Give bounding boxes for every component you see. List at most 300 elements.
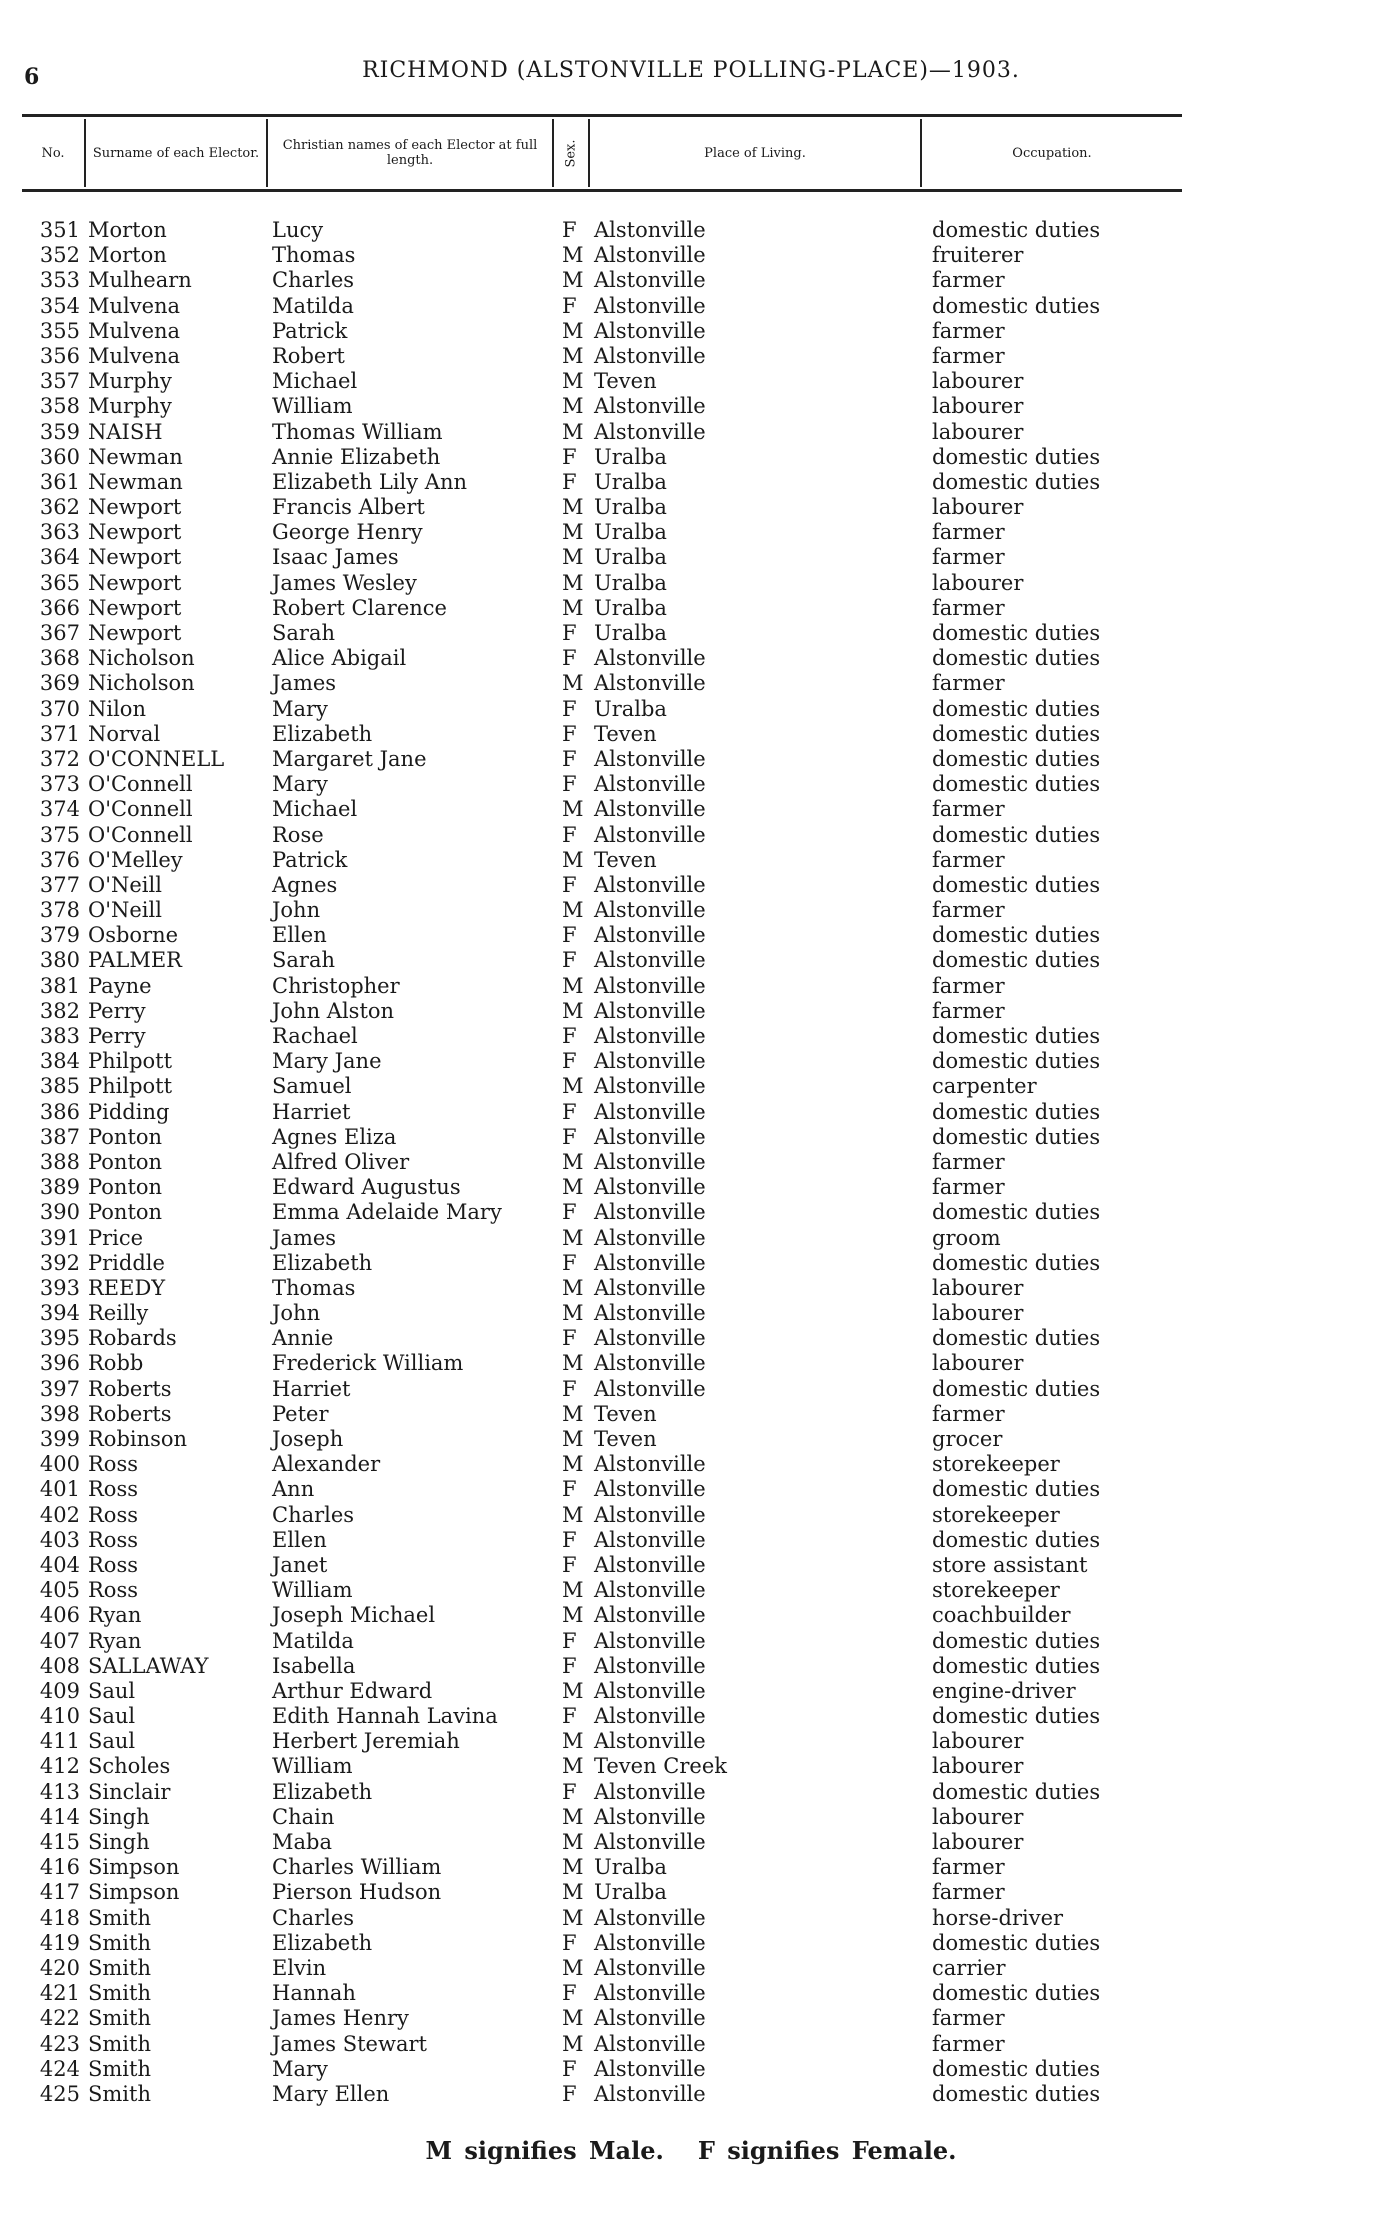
elector-sex: M <box>562 1149 584 1174</box>
table-row <box>22 2006 1182 2031</box>
table-row <box>22 1754 1182 1779</box>
elector-place: Teven <box>594 1427 657 1451</box>
table-row <box>22 823 1182 848</box>
elector-place: Alstonville <box>594 268 706 293</box>
elector-christian-names: Alfred Oliver <box>272 1149 410 1174</box>
table-row <box>22 1326 1182 1351</box>
column-header-christian-names: Christian names of each Elector at full length. <box>282 138 538 168</box>
elector-surname: Pidding <box>88 1099 170 1124</box>
elector-christian-names: Samuel <box>272 1074 352 1099</box>
elector-sex: M <box>562 495 584 520</box>
elector-place: Alstonville <box>594 1301 706 1326</box>
elector-number: 386 <box>39 1099 80 1124</box>
elector-number: 394 <box>39 1301 80 1326</box>
elector-place: Uralba <box>594 621 667 645</box>
table-row <box>22 1150 1182 1175</box>
table-row <box>22 898 1182 923</box>
elector-place: Alstonville <box>594 998 706 1023</box>
elector-occupation: domestic duties <box>932 1099 1101 1124</box>
elector-surname: Newman <box>88 469 183 494</box>
elector-sex: M <box>562 898 584 923</box>
table-row <box>22 2057 1182 2082</box>
elector-sex: M <box>562 1351 584 1376</box>
elector-sex: M <box>562 1452 584 1477</box>
elector-christian-names: Patrick <box>272 318 348 343</box>
table-row <box>22 1049 1182 1074</box>
elector-surname: NAISH <box>88 419 163 444</box>
elector-christian-names: Thomas <box>272 243 356 268</box>
elector-occupation: domestic duties <box>932 1124 1101 1149</box>
elector-surname: Reilly <box>88 1301 149 1326</box>
electors-list <box>22 218 1182 2107</box>
elector-occupation: horse-driver <box>932 1905 1064 1930</box>
footnote-female: F signifies Female. <box>697 2136 957 2165</box>
elector-occupation: coachbuilder <box>932 1603 1071 1628</box>
table-row <box>22 243 1182 268</box>
elector-occupation: labourer <box>932 1804 1024 1829</box>
elector-surname: Smith <box>88 1981 151 2006</box>
elector-number: 381 <box>39 973 80 998</box>
elector-sex: F <box>562 822 577 847</box>
elector-place: Teven <box>594 847 657 872</box>
elector-number: 388 <box>39 1149 80 1174</box>
table-row <box>22 1276 1182 1301</box>
elector-number: 369 <box>39 671 80 696</box>
table-row <box>22 974 1182 999</box>
elector-sex: M <box>562 243 584 268</box>
table-row <box>22 747 1182 772</box>
elector-place: Uralba <box>594 469 667 494</box>
elector-christian-names: George Henry <box>272 520 423 545</box>
elector-number: 375 <box>39 822 80 847</box>
table-row <box>22 772 1182 797</box>
elector-surname: Ross <box>88 1578 139 1603</box>
table-row <box>22 1981 1182 2006</box>
table-row <box>22 571 1182 596</box>
elector-sex: F <box>562 1024 577 1048</box>
elector-occupation: domestic duties <box>932 1653 1101 1678</box>
elector-occupation: store assistant <box>932 1552 1088 1577</box>
elector-sex: M <box>562 520 584 545</box>
elector-surname: Smith <box>88 2006 151 2031</box>
elector-christian-names: John Alston <box>272 998 395 1023</box>
elector-number: 392 <box>39 1250 80 1275</box>
elector-christian-names: James <box>272 671 337 696</box>
elector-surname: Ponton <box>88 1175 163 1200</box>
elector-christian-names: Sarah <box>272 621 335 645</box>
table-row <box>22 1377 1182 1402</box>
elector-christian-names: Alexander <box>272 1452 381 1477</box>
elector-christian-names: Patrick <box>272 847 348 872</box>
elector-christian-names: Thomas William <box>272 419 443 444</box>
elector-christian-names: Rachael <box>272 1024 358 1048</box>
elector-christian-names: Sarah <box>272 948 335 973</box>
elector-sex: M <box>562 1603 584 1628</box>
elector-place: Alstonville <box>594 646 706 671</box>
elector-number: 363 <box>39 520 80 545</box>
table-row <box>22 1503 1182 1528</box>
table-row <box>22 218 1182 243</box>
elector-place: Alstonville <box>594 772 706 797</box>
table-row <box>22 520 1182 545</box>
elector-place: Alstonville <box>594 2006 706 2031</box>
elector-sex: M <box>562 1578 584 1603</box>
elector-surname: Ross <box>88 1502 139 1527</box>
elector-christian-names: Harriet <box>272 1099 351 1124</box>
elector-christian-names: Ann <box>272 1477 315 1502</box>
elector-occupation: labourer <box>932 495 1024 520</box>
elector-number: 395 <box>39 1326 80 1351</box>
elector-sex: M <box>562 847 584 872</box>
elector-number: 421 <box>39 1981 80 2006</box>
elector-surname: Roberts <box>88 1401 172 1426</box>
elector-sex: F <box>562 1653 577 1678</box>
elector-christian-names: Charles <box>272 268 355 293</box>
elector-sex: M <box>562 671 584 696</box>
elector-place: Alstonville <box>594 923 706 948</box>
table-row <box>22 873 1182 898</box>
elector-number: 418 <box>39 1905 80 1930</box>
elector-number: 352 <box>39 243 80 268</box>
elector-christian-names: Arthur Edward <box>272 1678 433 1703</box>
elector-occupation: labourer <box>932 570 1024 595</box>
elector-sex: F <box>562 1376 577 1401</box>
elector-place: Teven <box>594 721 657 746</box>
elector-surname: Philpott <box>88 1049 173 1074</box>
elector-occupation: domestic duties <box>932 218 1101 242</box>
table-row <box>22 596 1182 621</box>
table-row <box>22 294 1182 319</box>
elector-christian-names: Mary Jane <box>272 1049 382 1074</box>
elector-place: Alstonville <box>594 1905 706 1930</box>
elector-occupation: labourer <box>932 419 1024 444</box>
elector-surname: Roberts <box>88 1376 172 1401</box>
elector-surname: SALLAWAY <box>88 1653 209 1678</box>
elector-christian-names: Elizabeth <box>272 721 373 746</box>
elector-number: 404 <box>39 1552 80 1577</box>
elector-number: 368 <box>39 646 80 671</box>
table-row <box>22 948 1182 973</box>
elector-christian-names: Lucy <box>272 218 324 242</box>
elector-occupation: domestic duties <box>932 1981 1101 2006</box>
elector-occupation: domestic duties <box>932 621 1101 645</box>
elector-number: 376 <box>39 847 80 872</box>
elector-occupation: domestic duties <box>932 1326 1101 1351</box>
table-row <box>22 394 1182 419</box>
table-row <box>22 369 1182 394</box>
table-row <box>22 1805 1182 1830</box>
elector-occupation: storekeeper <box>932 1578 1060 1603</box>
elector-occupation: storekeeper <box>932 1452 1060 1477</box>
elector-place: Alstonville <box>594 1830 706 1854</box>
elector-place: Alstonville <box>594 1955 706 1980</box>
elector-number: 377 <box>39 872 80 897</box>
elector-number: 367 <box>39 621 80 645</box>
elector-occupation: farmer <box>932 898 1005 923</box>
elector-number: 359 <box>39 419 80 444</box>
elector-number: 382 <box>39 998 80 1023</box>
elector-christian-names: Joseph <box>272 1427 344 1451</box>
elector-place: Alstonville <box>594 1930 706 1955</box>
elector-surname: Sinclair <box>88 1779 171 1804</box>
table-row <box>22 671 1182 696</box>
elector-sex: F <box>562 1527 577 1552</box>
elector-christian-names: Mary Ellen <box>272 2081 390 2106</box>
elector-sex: M <box>562 595 584 620</box>
elector-sex: F <box>562 721 577 746</box>
elector-number: 351 <box>39 218 80 242</box>
elector-sex: F <box>562 1628 577 1653</box>
elector-surname: Ponton <box>88 1200 163 1225</box>
elector-christian-names: Emma Adelaide Mary <box>272 1200 502 1225</box>
elector-sex: F <box>562 1326 577 1351</box>
elector-sex: F <box>562 1981 577 2006</box>
elector-occupation: domestic duties <box>932 1024 1101 1048</box>
table-row <box>22 1956 1182 1981</box>
table-row <box>22 1931 1182 1956</box>
elector-surname: Perry <box>88 998 146 1023</box>
elector-sex: M <box>562 1175 584 1200</box>
elector-place: Teven <box>594 1401 657 1426</box>
elector-occupation: domestic duties <box>932 721 1101 746</box>
elector-christian-names: Mary <box>272 772 328 797</box>
elector-christian-names: Chain <box>272 1804 335 1829</box>
table-row <box>22 1830 1182 1855</box>
elector-surname: Mulvena <box>88 318 181 343</box>
table-row <box>22 1452 1182 1477</box>
table-row <box>22 621 1182 646</box>
elector-occupation: domestic duties <box>932 1628 1101 1653</box>
elector-place: Alstonville <box>594 1376 706 1401</box>
elector-surname: Simpson <box>88 1880 180 1905</box>
elector-christian-names: James Henry <box>272 2006 409 2031</box>
elector-christian-names: Elizabeth <box>272 1930 373 1955</box>
elector-sex: M <box>562 2031 584 2056</box>
elector-sex: F <box>562 621 577 645</box>
elector-number: 405 <box>39 1578 80 1603</box>
table-row <box>22 545 1182 570</box>
elector-occupation: farmer <box>932 998 1005 1023</box>
elector-surname: Newport <box>88 595 182 620</box>
elector-sex: F <box>562 1250 577 1275</box>
elector-surname: Philpott <box>88 1074 173 1099</box>
elector-christian-names: Edith Hannah Lavina <box>272 1704 498 1729</box>
elector-occupation: carrier <box>932 1955 1006 1980</box>
table-row <box>22 1704 1182 1729</box>
elector-christian-names: Charles <box>272 1502 355 1527</box>
elector-sex: M <box>562 1855 584 1880</box>
table-row <box>22 1024 1182 1049</box>
elector-surname: Smith <box>88 2081 151 2106</box>
elector-sex: M <box>562 797 584 822</box>
table-row <box>22 445 1182 470</box>
elector-number: 399 <box>39 1427 80 1451</box>
elector-surname: Saul <box>88 1729 136 1754</box>
elector-surname: Perry <box>88 1024 146 1048</box>
table-row <box>22 1729 1182 1754</box>
elector-place: Alstonville <box>594 2031 706 2056</box>
elector-place: Alstonville <box>594 1225 706 1250</box>
elector-sex: M <box>562 419 584 444</box>
elector-christian-names: Hannah <box>272 1981 356 2006</box>
elector-number: 412 <box>39 1754 80 1779</box>
footnote <box>0 2136 1382 2165</box>
elector-number: 389 <box>39 1175 80 1200</box>
table-row <box>22 495 1182 520</box>
elector-occupation: domestic duties <box>932 948 1101 973</box>
elector-number: 397 <box>39 1376 80 1401</box>
elector-occupation: labourer <box>932 1301 1024 1326</box>
page-title: RICHMOND (ALSTONVILLE POLLING-PLACE)—1903. <box>362 58 1020 83</box>
elector-christian-names: Peter <box>272 1401 329 1426</box>
table-row <box>22 1125 1182 1150</box>
elector-surname: Saul <box>88 1704 136 1729</box>
elector-occupation: farmer <box>932 343 1005 368</box>
elector-place: Alstonville <box>594 1326 706 1351</box>
elector-occupation: carpenter <box>932 1074 1037 1099</box>
column-header-no: No. <box>41 145 65 161</box>
elector-surname: Ryan <box>88 1628 142 1653</box>
elector-number: 387 <box>39 1124 80 1149</box>
elector-christian-names: Herbert Jeremiah <box>272 1729 460 1754</box>
elector-number: 358 <box>39 394 80 419</box>
elector-occupation: farmer <box>932 973 1005 998</box>
elector-surname: Ross <box>88 1552 139 1577</box>
elector-sex: M <box>562 1074 584 1099</box>
elector-number: 424 <box>39 2056 80 2081</box>
elector-surname: Robards <box>88 1326 177 1351</box>
elector-place: Alstonville <box>594 973 706 998</box>
elector-place: Alstonville <box>594 1250 706 1275</box>
elector-sex: F <box>562 2081 577 2106</box>
elector-occupation: domestic duties <box>932 646 1101 671</box>
elector-christian-names: Elizabeth <box>272 1779 373 1804</box>
elector-sex: M <box>562 1804 584 1829</box>
table-row <box>22 1175 1182 1200</box>
elector-christian-names: Agnes <box>272 872 338 897</box>
elector-sex: M <box>562 268 584 293</box>
elector-surname: Murphy <box>88 394 172 419</box>
elector-surname: Murphy <box>88 369 172 394</box>
elector-occupation: farmer <box>932 318 1005 343</box>
elector-place: Alstonville <box>594 1099 706 1124</box>
table-row <box>22 1100 1182 1125</box>
elector-number: 380 <box>39 948 80 973</box>
elector-occupation: farmer <box>932 595 1005 620</box>
elector-surname: Smith <box>88 1930 151 1955</box>
elector-surname: Norval <box>88 721 161 746</box>
elector-place: Alstonville <box>594 898 706 923</box>
elector-place: Alstonville <box>594 1477 706 1502</box>
elector-surname: Singh <box>88 1804 150 1829</box>
elector-surname: Ross <box>88 1527 139 1552</box>
elector-place: Alstonville <box>594 1653 706 1678</box>
elector-sex: M <box>562 1830 584 1854</box>
elector-christian-names: Francis Albert <box>272 495 425 520</box>
elector-occupation: labourer <box>932 1351 1024 1376</box>
table-row <box>22 268 1182 293</box>
elector-sex: F <box>562 1124 577 1149</box>
elector-surname: Morton <box>88 218 167 242</box>
elector-surname: Morton <box>88 243 167 268</box>
elector-place: Alstonville <box>594 1074 706 1099</box>
elector-place: Alstonville <box>594 1024 706 1048</box>
elector-christian-names: William <box>272 1578 353 1603</box>
elector-sex: F <box>562 1200 577 1225</box>
elector-sex: F <box>562 469 577 494</box>
elector-sex: M <box>562 369 584 394</box>
elector-place: Alstonville <box>594 1124 706 1149</box>
elector-place: Alstonville <box>594 394 706 419</box>
elector-sex: M <box>562 1301 584 1326</box>
elector-surname: Saul <box>88 1678 136 1703</box>
elector-place: Alstonville <box>594 1981 706 2006</box>
elector-sex: F <box>562 923 577 948</box>
elector-occupation: domestic duties <box>932 822 1101 847</box>
elector-number: 401 <box>39 1477 80 1502</box>
elector-surname: Simpson <box>88 1855 180 1880</box>
elector-christian-names: Ellen <box>272 1527 327 1552</box>
elector-surname: Ryan <box>88 1603 142 1628</box>
elector-surname: Priddle <box>88 1250 165 1275</box>
elector-christian-names: Charles William <box>272 1855 442 1880</box>
elector-christian-names: Matilda <box>272 1628 354 1653</box>
elector-number: 398 <box>39 1401 80 1426</box>
footnote-male: M signifies Male. <box>425 2136 664 2165</box>
elector-surname: PALMER <box>88 948 182 973</box>
elector-occupation: domestic duties <box>932 1250 1101 1275</box>
elector-place: Alstonville <box>594 318 706 343</box>
elector-place: Alstonville <box>594 1578 706 1603</box>
elector-occupation: farmer <box>932 671 1005 696</box>
elector-occupation: domestic duties <box>932 2081 1101 2106</box>
elector-number: 407 <box>39 1628 80 1653</box>
elector-number: 362 <box>39 495 80 520</box>
column-header-place: Place of Living. <box>704 145 806 161</box>
elector-number: 383 <box>39 1024 80 1048</box>
elector-sex: M <box>562 2006 584 2031</box>
elector-number: 417 <box>39 1880 80 1905</box>
elector-christian-names: Margaret Jane <box>272 746 427 771</box>
elector-occupation: domestic duties <box>932 293 1101 318</box>
elector-christian-names: Joseph Michael <box>272 1603 436 1628</box>
elector-sex: F <box>562 1704 577 1729</box>
table-row <box>22 470 1182 495</box>
elector-number: 391 <box>39 1225 80 1250</box>
elector-christian-names: Maba <box>272 1830 332 1854</box>
table-row <box>22 848 1182 873</box>
elector-number: 360 <box>39 444 80 469</box>
elector-place: Alstonville <box>594 1678 706 1703</box>
elector-sex: M <box>562 1729 584 1754</box>
elector-christian-names: Harriet <box>272 1376 351 1401</box>
elector-surname: O'CONNELL <box>88 746 225 771</box>
elector-christian-names: Charles <box>272 1905 355 1930</box>
elector-surname: Mulvena <box>88 343 181 368</box>
elector-occupation: farmer <box>932 1149 1005 1174</box>
elector-number: 378 <box>39 898 80 923</box>
elector-christian-names: Christopher <box>272 973 400 998</box>
elector-place: Uralba <box>594 444 667 469</box>
elector-christian-names: Mary <box>272 2056 328 2081</box>
elector-occupation: farmer <box>932 1855 1005 1880</box>
elector-sex: M <box>562 318 584 343</box>
elector-place: Uralba <box>594 1855 667 1880</box>
elector-place: Alstonville <box>594 293 706 318</box>
elector-place: Alstonville <box>594 1049 706 1074</box>
elector-place: Uralba <box>594 1880 667 1905</box>
elector-surname: Mulvena <box>88 293 181 318</box>
